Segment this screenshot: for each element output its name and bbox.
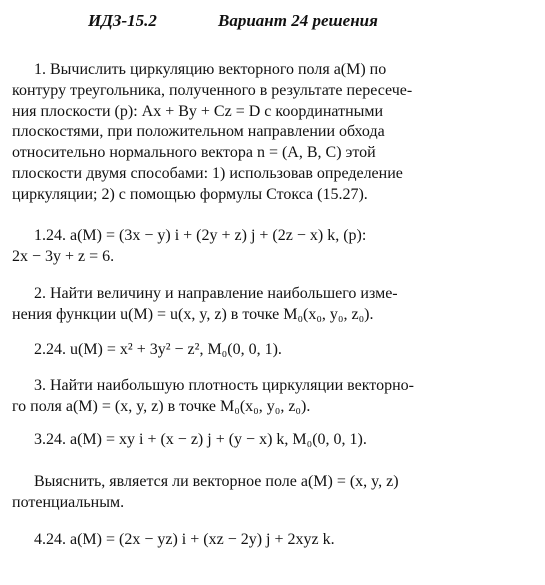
task-1-statement	[12, 60, 512, 206]
task-1-line: относительно нормального вектора n = (A, B, C) этой	[12, 144, 376, 162]
task-2-statement	[12, 284, 522, 326]
task-1-line: циркуляции; 2) с помощью формулы Стокса (15.27).	[12, 185, 368, 203]
task-1-line: контуру треугольника, полученного в результате пересече-	[12, 81, 413, 99]
task-1-line: плоскостями, при положительном направлении обхода	[12, 123, 385, 141]
task-1-line: плоскости двумя способами: 1) использовав определение	[12, 164, 403, 182]
task-3-item-24	[12, 430, 522, 451]
task-4-statement	[12, 472, 522, 514]
header-variant: Вариант 24 решения	[218, 11, 378, 30]
task-1-line: 1. Вычислить циркуляцию векторного поля a(M) по	[34, 61, 387, 78]
task-1-line: ния плоскости (p): Ax + By + Cz = D с координатными	[12, 102, 384, 120]
task-4-item: 4.24. a(M) = (2x − yz) i + (xz − 2y) j + 2xyz k.	[34, 531, 335, 548]
task-3-statement	[12, 376, 522, 418]
task-1-item-24	[12, 226, 522, 268]
task-2-line: 2. Найти величину и направление наибольшего изме-	[34, 285, 398, 302]
task-4-item-24	[12, 530, 522, 551]
task-4-line: Выяснить, является ли векторное поле a(M) = (x, y, z)	[34, 473, 399, 490]
task-2-item: 2.24. u(M) = x² + 3y² − z², M₀(0, 0, 1).	[34, 341, 282, 358]
task-2-item-24	[12, 340, 522, 361]
task-3-line: 3. Найти наибольшую плотность циркуляции векторно-	[34, 377, 414, 394]
page-header	[0, 8, 545, 34]
header-code: ИДЗ-15.2	[88, 11, 157, 30]
task-4-line: потенциальным.	[12, 493, 125, 511]
task-1-item-line: 1.24. a(M) = (3x − y) i + (2y + z) j + (2z − x) k, (p):	[34, 227, 367, 244]
task-2-line: нения функции u(M) = u(x, y, z) в точке M₀(x₀, y₀, z₀).	[12, 305, 374, 323]
task-3-item: 3.24. a(M) = xy i + (x − z) j + (y − x) k, M₀(0, 0, 1).	[34, 431, 367, 448]
task-1-item-line: 2x − 3y + z = 6.	[12, 247, 115, 265]
task-3-line: го поля a(M) = (x, y, z) в точке M₀(x₀, y₀, z₀).	[12, 397, 311, 415]
